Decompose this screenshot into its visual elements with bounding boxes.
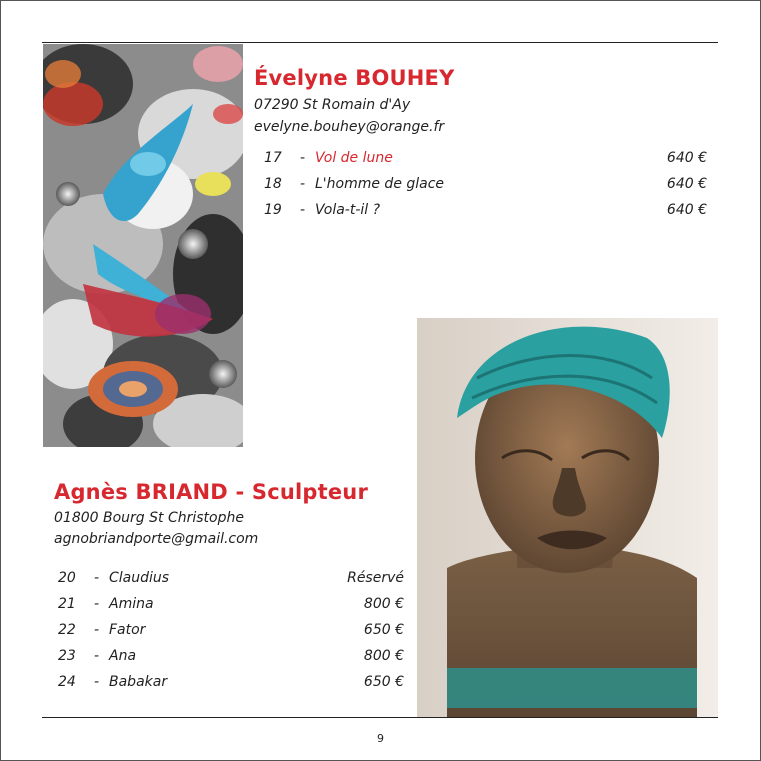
work-price: 640 € [666,202,707,218]
work-number: 19 [264,202,282,218]
work-dash: - [94,596,100,612]
work-number: 21 [58,596,76,612]
work-row [264,150,707,176]
work-dash: - [300,176,306,192]
work-title: Fator [109,622,146,638]
work-row [58,674,404,700]
top-rule [42,42,718,43]
work-title: Babakar [109,674,168,690]
work-number: 18 [264,176,282,192]
work-price: Réservé [347,570,404,586]
artist1-address: 07290 St Romain d'Ay [254,97,411,113]
sculpture-image [417,318,718,717]
work-dash: - [94,648,100,664]
artist1-works-list [264,150,707,228]
work-dash: - [94,570,100,586]
work-row [58,648,404,674]
work-title: Ana [109,648,137,664]
artist2-works-list [58,570,404,700]
work-title: Amina [109,596,154,612]
artist2-email: agnobriandporte@gmail.com [54,531,259,547]
work-price: 800 € [363,648,404,664]
work-dash: - [300,150,306,166]
work-price: 800 € [363,596,404,612]
work-title: Vol de lune [315,150,393,166]
work-title: Claudius [109,570,170,586]
work-row [58,596,404,622]
work-row [264,202,707,228]
work-title: Vola-t-il ? [315,202,381,218]
artist1-email: evelyne.bouhey@orange.fr [254,119,445,135]
work-number: 23 [58,648,76,664]
work-number: 17 [264,150,282,166]
painting-image [43,44,243,447]
work-price: 640 € [666,150,707,166]
work-title: L'homme de glace [315,176,445,192]
page-number: 9 [377,732,384,745]
work-row [264,176,707,202]
artist1-name: Évelyne BOUHEY [254,66,455,90]
artist2-name: Agnès BRIAND - Sculpteur [54,480,369,504]
work-row [58,622,404,648]
bottom-rule [42,717,718,718]
work-number: 20 [58,570,76,586]
artist2-address: 01800 Bourg St Christophe [54,510,244,526]
work-number: 24 [58,674,76,690]
work-number: 22 [58,622,76,638]
work-dash: - [94,622,100,638]
work-price: 650 € [363,674,404,690]
work-dash: - [300,202,306,218]
work-row [58,570,404,596]
work-dash: - [94,674,100,690]
work-price: 640 € [666,176,707,192]
work-price: 650 € [363,622,404,638]
